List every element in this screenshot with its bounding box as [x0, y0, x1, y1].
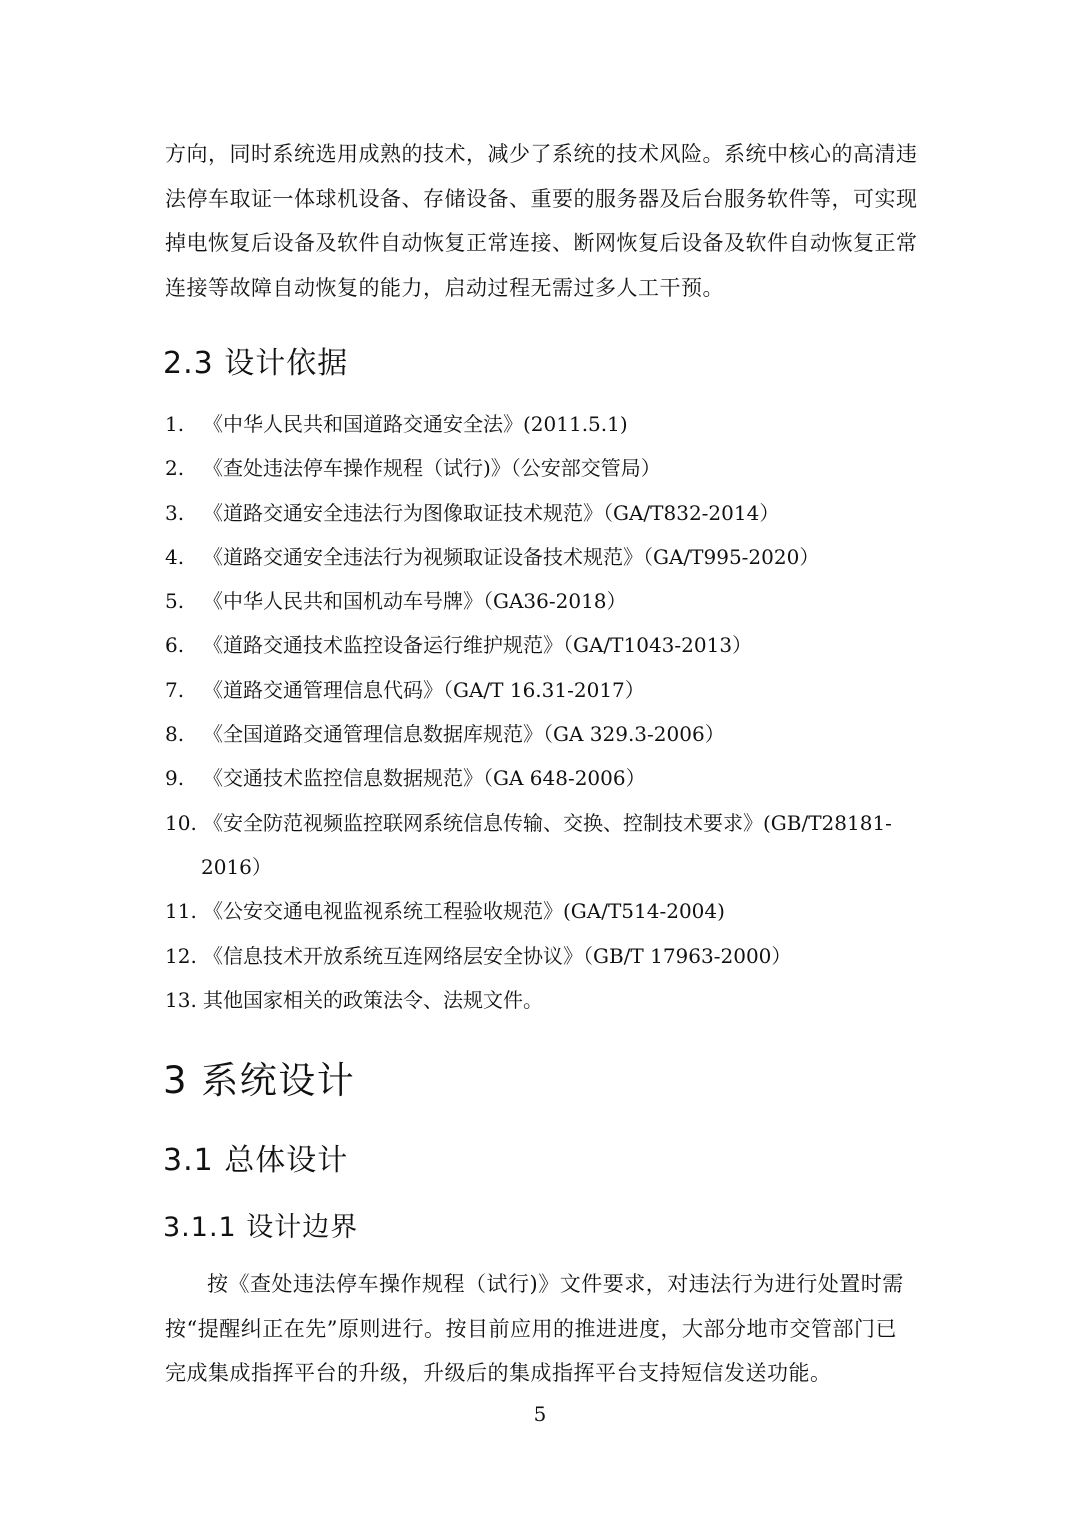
list-item-number: 4. [165, 544, 185, 569]
list-item-number: 11. [165, 899, 197, 924]
list-item [165, 446, 925, 490]
paragraph-line: 方向，同时系统选用成熟的技术，减少了系统的技术风险。系统中核心的高清违 [165, 142, 917, 166]
list-item-number: 6. [165, 633, 185, 658]
list-item [165, 934, 925, 978]
list-item-number: 9. [165, 766, 185, 791]
list-item-text: 《中华人民共和国道路交通安全法》(2011.5.1) [203, 412, 628, 436]
paragraph-line: 按“提醒纠正在先”原则进行。按目前应用的推进进度，大部分地市交管部门已 [165, 1316, 897, 1341]
list-item-number: 3. [165, 500, 185, 525]
list-item-text: 《公安交通电视监视系统工程验收规范》(GA/T514-2004) [203, 899, 725, 924]
list-item [165, 579, 925, 623]
list-item-text: 《信息技术开放系统互连网络层安全协议》（GB/T 17963-2000） [203, 943, 792, 968]
list-item [165, 978, 925, 1022]
section-3-1-heading: 3.1 总体设计 [163, 1143, 349, 1178]
design-boundary-paragraph [165, 1262, 917, 1396]
list-item-text: 《查处违法停车操作规程（试行)》（公安部交管局） [203, 456, 661, 481]
list-item-continuation: 2016） [201, 854, 272, 879]
section-3-1-1-heading: 3.1.1 设计边界 [163, 1212, 359, 1243]
list-item [165, 668, 925, 712]
list-item-text: 《道路交通技术监控设备运行维护规范》（GA/T1043-2013） [203, 633, 753, 658]
paragraph-line: 按《查处违法停车操作规程（试行)》文件要求，对违法行为进行处置时需 [207, 1272, 904, 1296]
section-3-heading: 3 系统设计 [163, 1059, 356, 1102]
list-item [165, 801, 925, 845]
list-item-number: 5. [165, 589, 185, 614]
list-item-text: 《道路交通安全违法行为视频取证设备技术规范》（GA/T995-2020） [203, 544, 820, 569]
list-item-text: 《道路交通管理信息代码》（GA/T 16.31-2017） [203, 677, 645, 702]
section-2-3-heading: 2.3 设计依据 [163, 346, 349, 381]
list-item-number: 8. [165, 722, 185, 747]
list-item [165, 712, 925, 756]
list-item-text: 《交通技术监控信息数据规范》（GA 648-2006） [203, 766, 646, 791]
list-item-number: 7. [165, 677, 185, 702]
list-item [165, 623, 925, 667]
paragraph-line: 掉电恢复后设备及软件自动恢复正常连接、断网恢复后设备及软件自动恢复正常 [165, 231, 917, 255]
list-item-text: 其他国家相关的政策法令、法规文件。 [203, 987, 543, 1012]
list-item [165, 756, 925, 800]
list-item-text: 《道路交通安全违法行为图像取证技术规范》（GA/T832-2014） [203, 500, 780, 525]
list-item [165, 402, 925, 446]
reference-list [165, 402, 925, 1022]
list-item [165, 535, 925, 579]
list-item-text: 《安全防范视频监控联网系统信息传输、交换、控制技术要求》(GB/T28181- [203, 810, 892, 835]
list-item-number: 10. [165, 810, 197, 835]
list-item [165, 491, 925, 535]
intro-paragraph [165, 132, 917, 310]
page-number: 5 [533, 1402, 547, 1426]
paragraph-line: 法停车取证一体球机设备、存储设备、重要的服务器及后台服务软件等，可实现 [165, 186, 917, 211]
list-item-number: 12. [165, 943, 197, 968]
list-item-text: 《中华人民共和国机动车号牌》（GA36-2018） [203, 589, 627, 614]
list-item-text: 《全国道路交通管理信息数据库规范》（GA 329.3-2006） [203, 722, 725, 747]
paragraph-line: 连接等故障自动恢复的能力，启动过程无需过多人工干预。 [165, 275, 724, 300]
paragraph-line: 完成集成指挥平台的升级，升级后的集成指挥平台支持短信发送功能。 [165, 1361, 832, 1385]
list-item-number: 2. [165, 456, 185, 481]
list-item-number: 13. [165, 987, 197, 1012]
list-item-number: 1. [165, 412, 185, 436]
list-item [165, 889, 925, 933]
